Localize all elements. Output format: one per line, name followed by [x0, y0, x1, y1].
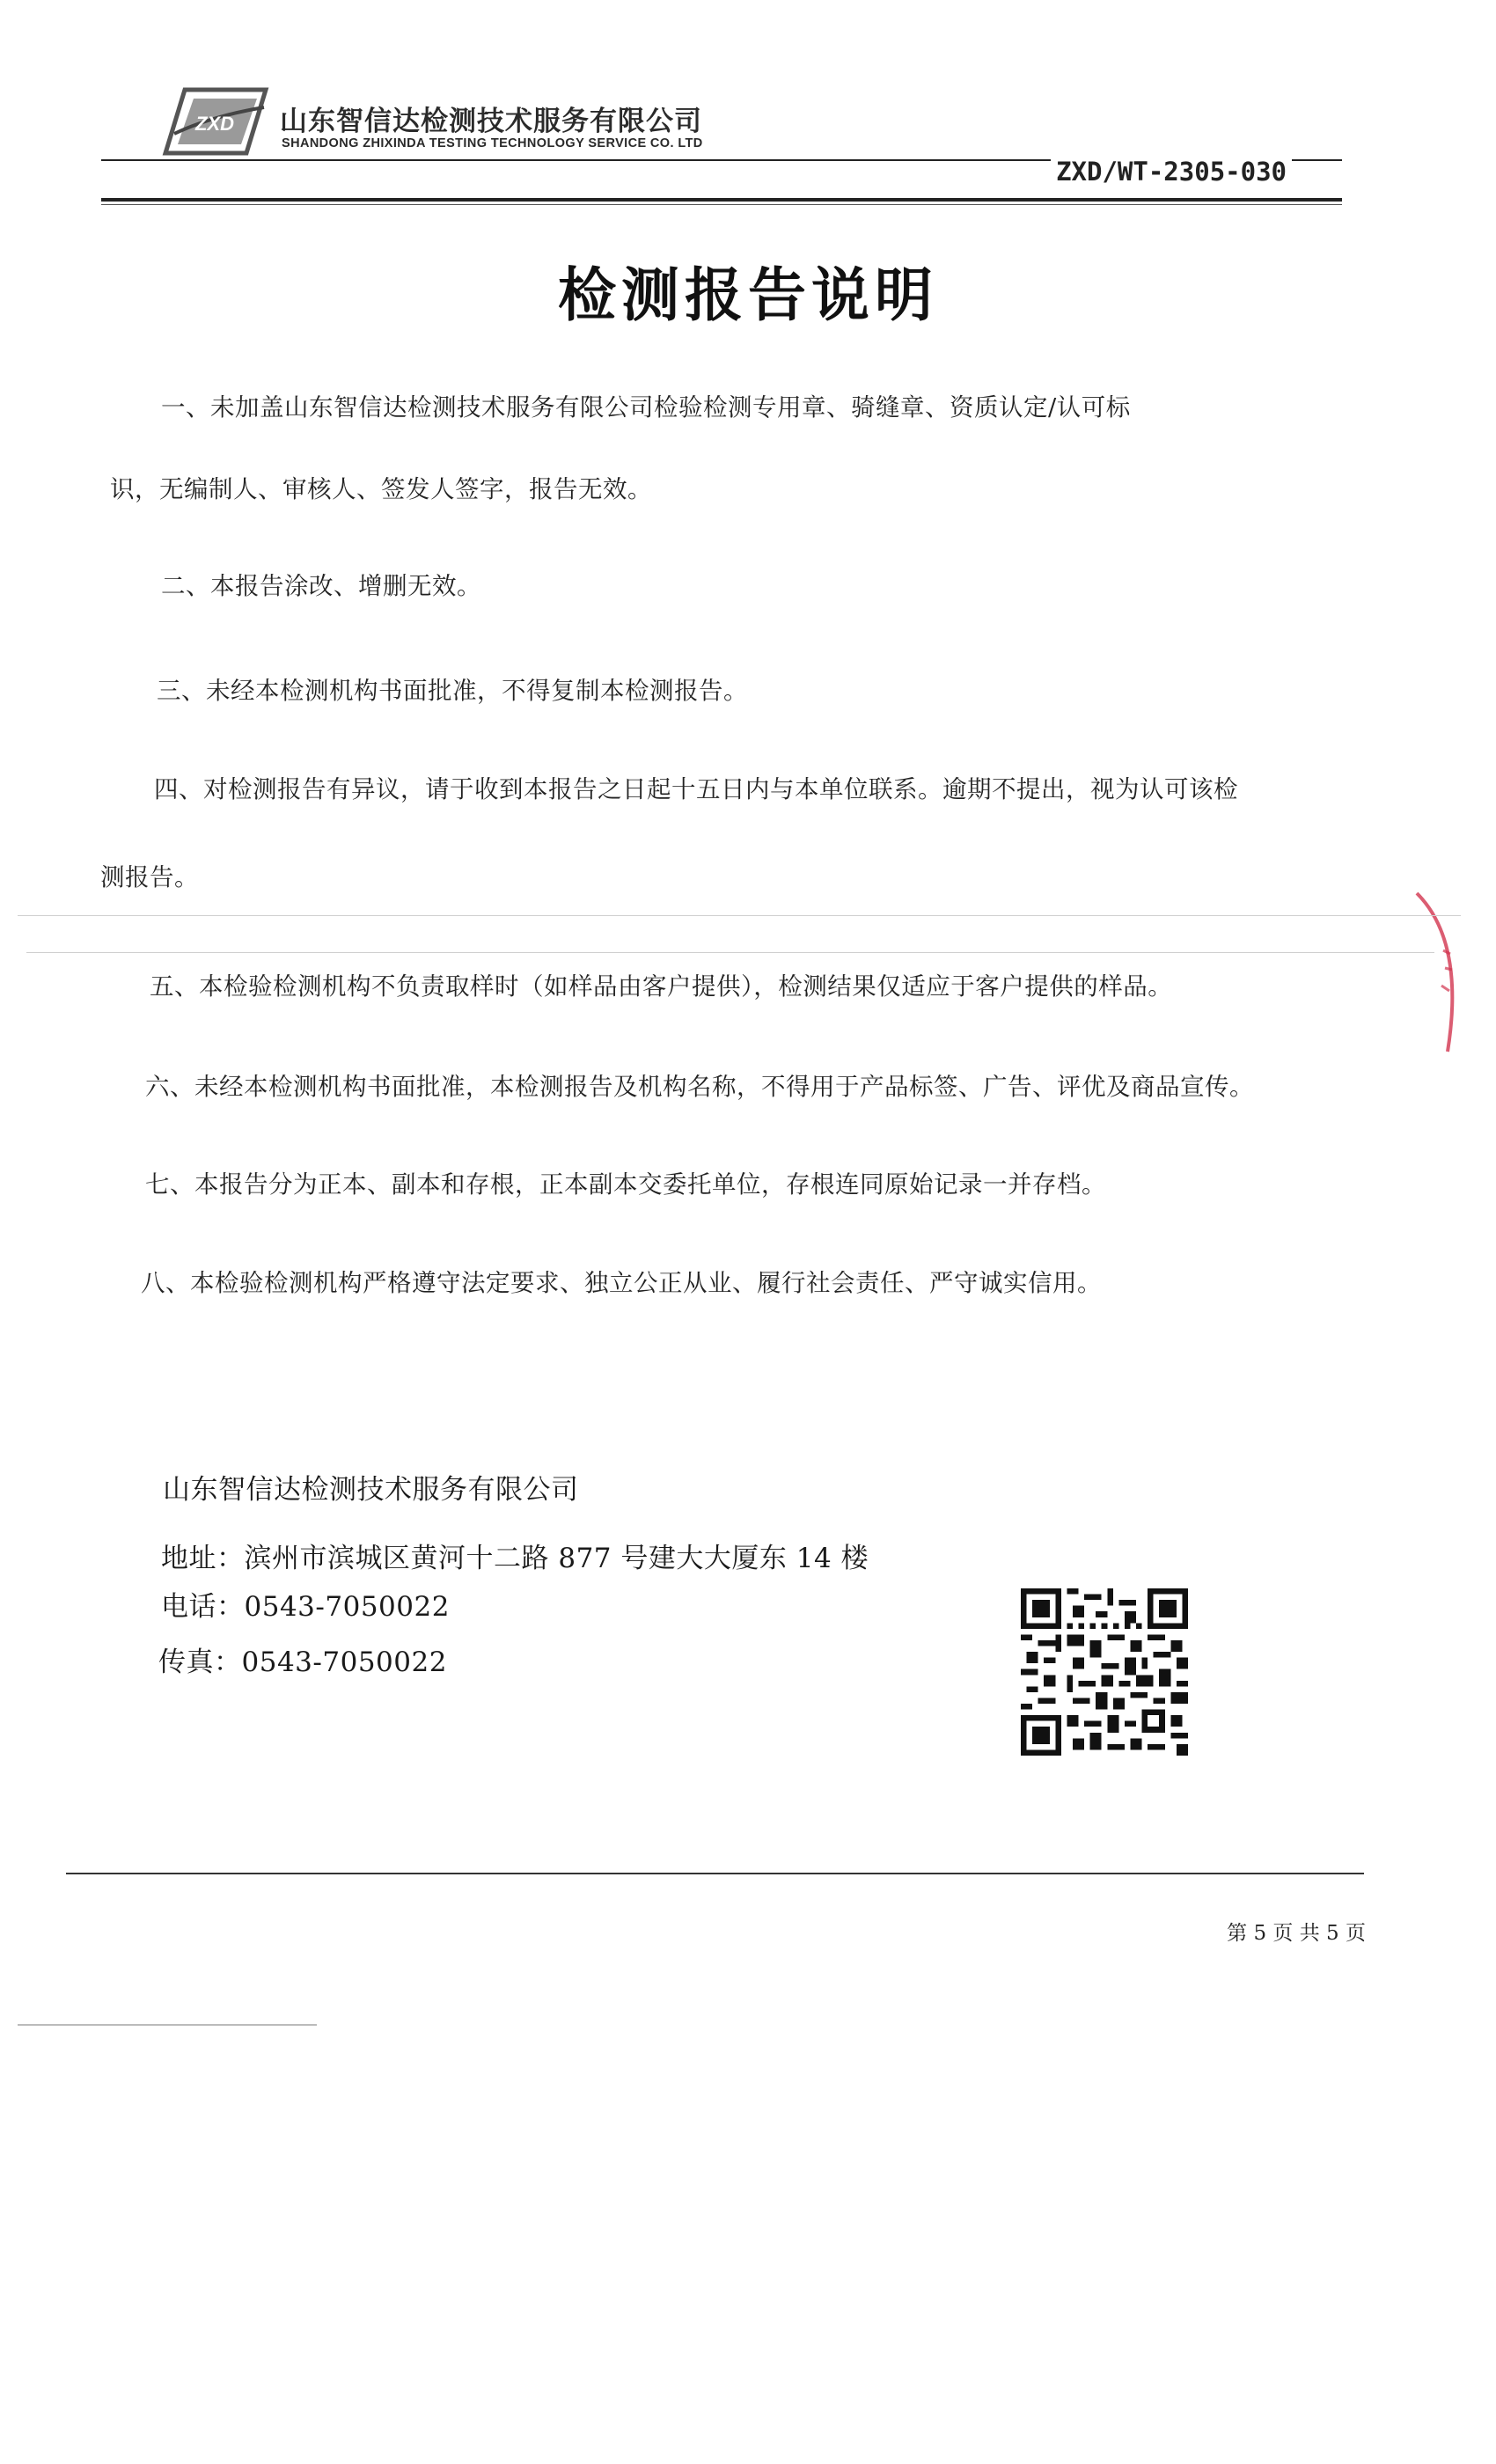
contact-phone: 电话：0543-7050022 [161, 1591, 450, 1623]
clause-4-line-1: 四、对检测报告有异议，请于收到本报告之日起十五日内与本单位联系。逾期不提出，视为认可该检 [154, 775, 1238, 803]
logo-text: ZXD [195, 113, 234, 135]
clause-1-line-1: 一、未加盖山东智信达检测技术服务有限公司检验检测专用章、骑缝章、资质认定/认可标 [161, 393, 1131, 422]
page-indicator: 第 5 页 共 5 页 [1227, 1922, 1366, 1945]
clause-8: 八、本检验检测机构严格遵守法定要求、独立公正从业、履行社会责任、严守诚实信用。 [141, 1269, 1102, 1297]
company-name-cn: 山东智信达检测技术服务有限公司 [280, 106, 702, 137]
footer-divider [66, 1873, 1364, 1874]
scan-artifact [18, 2024, 317, 2026]
company-name-en: SHANDONG ZHIXINDA TESTING TECHNOLOGY SERVICE CO. LTD [282, 136, 703, 150]
seal-stamp-icon [1399, 889, 1496, 1056]
contact-company: 山东智信达检测技术服务有限公司 [163, 1474, 579, 1506]
clause-4-line-2: 测报告。 [100, 863, 199, 891]
qr-code-icon [1021, 1588, 1188, 1756]
contact-address: 地址：滨州市滨城区黄河十二路 877 号建大大厦东 14 楼 [161, 1543, 869, 1574]
clause-6: 六、未经本检测机构书面批准，本检测报告及机构名称，不得用于产品标签、广告、评优及商品宣传。 [145, 1073, 1254, 1101]
clause-5: 五、本检验检测机构不负责取样时（如样品由客户提供），检测结果仅适应于客户提供的样品。 [150, 972, 1173, 1001]
scan-artifact [26, 952, 1434, 953]
header-divider-thick [101, 198, 1342, 202]
clause-7: 七、本报告分为正本、副本和存根，正本副本交委托单位，存根连同原始记录一并存档。 [145, 1170, 1106, 1199]
contact-fax: 传真：0543-7050022 [158, 1646, 447, 1678]
scan-artifact [18, 915, 1461, 916]
report-number: ZXD/WT-2305-030 [1051, 157, 1292, 187]
company-logo-icon [158, 81, 273, 162]
header-divider-under [101, 204, 1342, 205]
clause-1-line-2: 识，无编制人、审核人、签发人签字，报告无效。 [110, 475, 652, 503]
clause-2: 二、本报告涂改、增删无效。 [161, 572, 481, 600]
document-title: 检测报告说明 [558, 261, 938, 329]
clause-3: 三、未经本检测机构书面批准，不得复制本检测报告。 [157, 677, 748, 705]
